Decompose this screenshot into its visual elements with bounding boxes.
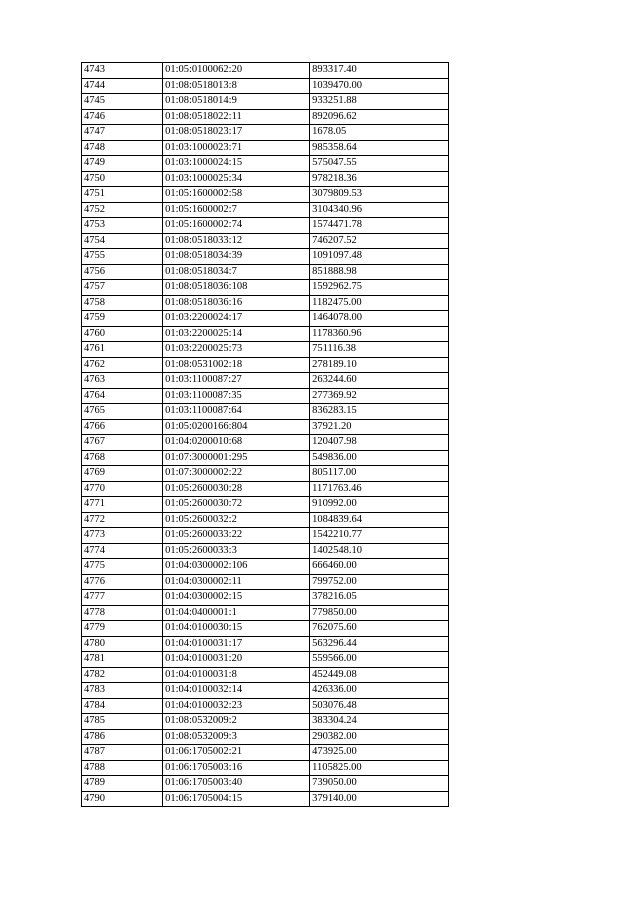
row-number-cell: 4769 xyxy=(82,466,163,482)
row-number-cell: 4790 xyxy=(82,791,163,807)
table-row xyxy=(82,667,449,683)
row-number-cell: 4789 xyxy=(82,776,163,792)
row-number-cell: 4760 xyxy=(82,326,163,342)
row-number-cell: 4784 xyxy=(82,698,163,714)
cadastral-number-cell: 01:03:1100087:35 xyxy=(163,388,310,404)
cadastral-number-cell: 01:04:0100031:17 xyxy=(163,636,310,652)
table-row xyxy=(82,450,449,466)
cadastral-number-cell: 01:08:0532009:2 xyxy=(163,714,310,730)
amount-cell: 1574471.78 xyxy=(310,218,449,234)
cadastral-number-cell: 01:03:1100087:64 xyxy=(163,404,310,420)
table-row xyxy=(82,559,449,575)
table-row xyxy=(82,791,449,807)
table-row xyxy=(82,497,449,513)
amount-cell: 1105825.00 xyxy=(310,760,449,776)
cadastral-number-cell: 01:08:0518036:108 xyxy=(163,280,310,296)
row-number-cell: 4762 xyxy=(82,357,163,373)
amount-cell: 779850.00 xyxy=(310,605,449,621)
cadastral-number-cell: 01:03:1000025:34 xyxy=(163,171,310,187)
cadastral-number-cell: 01:06:1705002:21 xyxy=(163,745,310,761)
cadastral-number-cell: 01:05:2600033:3 xyxy=(163,543,310,559)
table-row xyxy=(82,264,449,280)
row-number-cell: 4743 xyxy=(82,63,163,79)
amount-cell: 851888.98 xyxy=(310,264,449,280)
table-row xyxy=(82,466,449,482)
table-row xyxy=(82,63,449,79)
amount-cell: 910992.00 xyxy=(310,497,449,513)
amount-cell: 277369.92 xyxy=(310,388,449,404)
row-number-cell: 4777 xyxy=(82,590,163,606)
row-number-cell: 4778 xyxy=(82,605,163,621)
row-number-cell: 4754 xyxy=(82,233,163,249)
row-number-cell: 4744 xyxy=(82,78,163,94)
row-number-cell: 4770 xyxy=(82,481,163,497)
cadastral-number-cell: 01:08:0532009:3 xyxy=(163,729,310,745)
table-row xyxy=(82,187,449,203)
cadastral-number-cell: 01:03:2200024:17 xyxy=(163,311,310,327)
amount-cell: 751116.38 xyxy=(310,342,449,358)
amount-cell: 473925.00 xyxy=(310,745,449,761)
amount-cell: 559566.00 xyxy=(310,652,449,668)
table-row xyxy=(82,512,449,528)
amount-cell: 120407.98 xyxy=(310,435,449,451)
amount-cell: 379140.00 xyxy=(310,791,449,807)
table-row xyxy=(82,202,449,218)
cadastral-number-cell: 01:04:0300002:106 xyxy=(163,559,310,575)
table-row xyxy=(82,698,449,714)
table-row xyxy=(82,745,449,761)
row-number-cell: 4786 xyxy=(82,729,163,745)
row-number-cell: 4752 xyxy=(82,202,163,218)
row-number-cell: 4779 xyxy=(82,621,163,637)
row-number-cell: 4774 xyxy=(82,543,163,559)
table-row xyxy=(82,652,449,668)
amount-cell: 746207.52 xyxy=(310,233,449,249)
table-row xyxy=(82,776,449,792)
row-number-cell: 4755 xyxy=(82,249,163,265)
amount-cell: 1091097.48 xyxy=(310,249,449,265)
row-number-cell: 4772 xyxy=(82,512,163,528)
cadastral-number-cell: 01:04:0100032:23 xyxy=(163,698,310,714)
cadastral-number-cell: 01:08:0518023:17 xyxy=(163,125,310,141)
amount-cell: 1182475.00 xyxy=(310,295,449,311)
row-number-cell: 4766 xyxy=(82,419,163,435)
amount-cell: 263244.60 xyxy=(310,373,449,389)
row-number-cell: 4783 xyxy=(82,683,163,699)
row-number-cell: 4768 xyxy=(82,450,163,466)
cadastral-number-cell: 01:05:0100062:20 xyxy=(163,63,310,79)
amount-cell: 563296.44 xyxy=(310,636,449,652)
table-row xyxy=(82,528,449,544)
amount-cell: 893317.40 xyxy=(310,63,449,79)
table-body xyxy=(82,63,449,807)
amount-cell: 985358.64 xyxy=(310,140,449,156)
amount-cell: 290382.00 xyxy=(310,729,449,745)
table-row xyxy=(82,280,449,296)
cadastral-number-cell: 01:03:2200025:73 xyxy=(163,342,310,358)
cadastral-number-cell: 01:07:3000001:295 xyxy=(163,450,310,466)
cadastral-number-cell: 01:07:3000002:22 xyxy=(163,466,310,482)
table-row xyxy=(82,729,449,745)
row-number-cell: 4749 xyxy=(82,156,163,172)
cadastral-number-cell: 01:03:1000024:15 xyxy=(163,156,310,172)
row-number-cell: 4787 xyxy=(82,745,163,761)
row-number-cell: 4746 xyxy=(82,109,163,125)
table-row xyxy=(82,481,449,497)
table-row xyxy=(82,636,449,652)
cadastral-number-cell: 01:05:2600030:28 xyxy=(163,481,310,497)
row-number-cell: 4751 xyxy=(82,187,163,203)
cadastral-number-cell: 01:04:0100030:15 xyxy=(163,621,310,637)
cadastral-number-cell: 01:08:0531002:18 xyxy=(163,357,310,373)
table-row xyxy=(82,249,449,265)
cadastral-number-cell: 01:03:1100087:27 xyxy=(163,373,310,389)
cadastral-number-cell: 01:08:0518013:8 xyxy=(163,78,310,94)
table-row xyxy=(82,326,449,342)
table-row xyxy=(82,78,449,94)
cadastral-number-cell: 01:08:0518036:16 xyxy=(163,295,310,311)
cadastral-number-cell: 01:08:0518034:7 xyxy=(163,264,310,280)
table-row xyxy=(82,357,449,373)
row-number-cell: 4763 xyxy=(82,373,163,389)
table-row xyxy=(82,760,449,776)
amount-cell: 452449.08 xyxy=(310,667,449,683)
row-number-cell: 4785 xyxy=(82,714,163,730)
table-row xyxy=(82,109,449,125)
amount-cell: 1178360.96 xyxy=(310,326,449,342)
data-table xyxy=(81,62,449,807)
amount-cell: 1084839.64 xyxy=(310,512,449,528)
amount-cell: 1402548.10 xyxy=(310,543,449,559)
cadastral-number-cell: 01:08:0518034:39 xyxy=(163,249,310,265)
table-row xyxy=(82,125,449,141)
cadastral-number-cell: 01:04:0200010:68 xyxy=(163,435,310,451)
cadastral-number-cell: 01:04:0100032:14 xyxy=(163,683,310,699)
amount-cell: 978218.36 xyxy=(310,171,449,187)
table-row xyxy=(82,714,449,730)
table-row xyxy=(82,156,449,172)
row-number-cell: 4747 xyxy=(82,125,163,141)
table-row xyxy=(82,574,449,590)
amount-cell: 836283.15 xyxy=(310,404,449,420)
cadastral-number-cell: 01:05:2600033:22 xyxy=(163,528,310,544)
table-row xyxy=(82,171,449,187)
amount-cell: 1678.05 xyxy=(310,125,449,141)
amount-cell: 378216.05 xyxy=(310,590,449,606)
table-row xyxy=(82,311,449,327)
cadastral-number-cell: 01:06:1705003:40 xyxy=(163,776,310,792)
table-row xyxy=(82,295,449,311)
cadastral-number-cell: 01:08:0518033:12 xyxy=(163,233,310,249)
row-number-cell: 4788 xyxy=(82,760,163,776)
amount-cell: 426336.00 xyxy=(310,683,449,699)
table-row xyxy=(82,342,449,358)
amount-cell: 575047.55 xyxy=(310,156,449,172)
amount-cell: 666460.00 xyxy=(310,559,449,575)
cadastral-number-cell: 01:05:0200166:804 xyxy=(163,419,310,435)
row-number-cell: 4753 xyxy=(82,218,163,234)
row-number-cell: 4748 xyxy=(82,140,163,156)
table-row xyxy=(82,404,449,420)
row-number-cell: 4781 xyxy=(82,652,163,668)
cadastral-number-cell: 01:06:1705004:15 xyxy=(163,791,310,807)
row-number-cell: 4775 xyxy=(82,559,163,575)
table-row xyxy=(82,435,449,451)
table-row xyxy=(82,683,449,699)
amount-cell: 739050.00 xyxy=(310,776,449,792)
cadastral-number-cell: 01:04:0300002:15 xyxy=(163,590,310,606)
cadastral-number-cell: 01:08:0518014:9 xyxy=(163,94,310,110)
amount-cell: 278189.10 xyxy=(310,357,449,373)
amount-cell: 549836.00 xyxy=(310,450,449,466)
table-row xyxy=(82,590,449,606)
row-number-cell: 4745 xyxy=(82,94,163,110)
table-row xyxy=(82,543,449,559)
row-number-cell: 4764 xyxy=(82,388,163,404)
table-row xyxy=(82,94,449,110)
cadastral-number-cell: 01:05:2600032:2 xyxy=(163,512,310,528)
table-row xyxy=(82,419,449,435)
amount-cell: 762075.60 xyxy=(310,621,449,637)
table-row xyxy=(82,218,449,234)
cadastral-number-cell: 01:05:2600030:72 xyxy=(163,497,310,513)
cadastral-number-cell: 01:05:1600002:58 xyxy=(163,187,310,203)
amount-cell: 3104340.96 xyxy=(310,202,449,218)
table-row xyxy=(82,388,449,404)
amount-cell: 503076.48 xyxy=(310,698,449,714)
row-number-cell: 4759 xyxy=(82,311,163,327)
row-number-cell: 4761 xyxy=(82,342,163,358)
cadastral-number-cell: 01:06:1705003:16 xyxy=(163,760,310,776)
table-row xyxy=(82,605,449,621)
table-row xyxy=(82,233,449,249)
amount-cell: 805117.00 xyxy=(310,466,449,482)
amount-cell: 1542210.77 xyxy=(310,528,449,544)
amount-cell: 1592962.75 xyxy=(310,280,449,296)
table-row xyxy=(82,373,449,389)
row-number-cell: 4782 xyxy=(82,667,163,683)
row-number-cell: 4771 xyxy=(82,497,163,513)
amount-cell: 3079809.53 xyxy=(310,187,449,203)
table-row xyxy=(82,621,449,637)
amount-cell: 37921.20 xyxy=(310,419,449,435)
cadastral-number-cell: 01:04:0100031:8 xyxy=(163,667,310,683)
cadastral-number-cell: 01:05:1600002:74 xyxy=(163,218,310,234)
cadastral-number-cell: 01:04:0100031:20 xyxy=(163,652,310,668)
amount-cell: 1039470.00 xyxy=(310,78,449,94)
cadastral-number-cell: 01:03:2200025:14 xyxy=(163,326,310,342)
row-number-cell: 4780 xyxy=(82,636,163,652)
amount-cell: 1171763.46 xyxy=(310,481,449,497)
row-number-cell: 4765 xyxy=(82,404,163,420)
row-number-cell: 4767 xyxy=(82,435,163,451)
amount-cell: 1464078.00 xyxy=(310,311,449,327)
amount-cell: 383304.24 xyxy=(310,714,449,730)
cadastral-number-cell: 01:04:0300002:11 xyxy=(163,574,310,590)
cadastral-number-cell: 01:08:0518022:11 xyxy=(163,109,310,125)
row-number-cell: 4776 xyxy=(82,574,163,590)
row-number-cell: 4756 xyxy=(82,264,163,280)
cadastral-number-cell: 01:05:1600002:7 xyxy=(163,202,310,218)
cadastral-number-cell: 01:04:0400001:1 xyxy=(163,605,310,621)
row-number-cell: 4757 xyxy=(82,280,163,296)
amount-cell: 799752.00 xyxy=(310,574,449,590)
row-number-cell: 4773 xyxy=(82,528,163,544)
cadastral-number-cell: 01:03:1000023:71 xyxy=(163,140,310,156)
amount-cell: 933251.88 xyxy=(310,94,449,110)
row-number-cell: 4758 xyxy=(82,295,163,311)
row-number-cell: 4750 xyxy=(82,171,163,187)
table-row xyxy=(82,140,449,156)
amount-cell: 892096.62 xyxy=(310,109,449,125)
